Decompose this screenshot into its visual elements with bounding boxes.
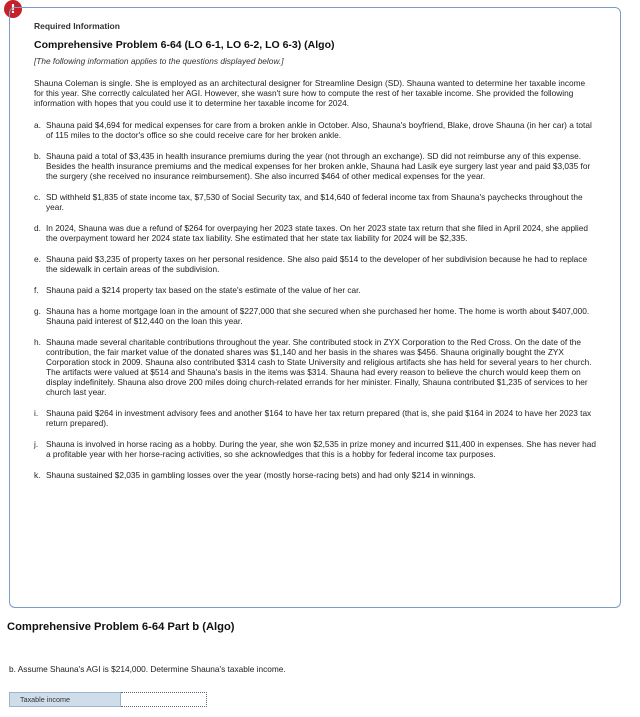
instructions-note: [The following information applies to the questions displayed below.] [34, 56, 284, 66]
fact-item-text: Shauna sustained $2,035 in gambling losses over the year (mostly horse-racing bets) and had only $214 in winnings. [46, 470, 476, 480]
fact-item-letter: j. [34, 439, 39, 449]
fact-item [34, 223, 596, 243]
fact-item-text: SD withheld $1,835 of state income tax, $7,530 of Social Security tax, and $14,640 of federal income tax from Shauna's paychecks throughout the year. [46, 192, 583, 212]
fact-item [34, 120, 596, 140]
part-heading: Comprehensive Problem 6-64 Part b (Algo) [7, 621, 235, 633]
taxable-income-label: Taxable income [9, 692, 121, 707]
question-text: b. Assume Shauna's AGI is $214,000. Determine Shauna's taxable income. [9, 664, 286, 674]
required-information-panel [9, 7, 621, 608]
fact-item [34, 254, 596, 274]
fact-item-text: Shauna is involved in horse racing as a hobby. During the year, she won $2,535 in prize money and incurred $11,400 in expenses. She has never had a profitable year with her horse-racing activities, so she acknowledges that this is a hobby for federal income tax purposes. [46, 439, 596, 459]
fact-item [34, 408, 596, 428]
fact-item-letter: g. [34, 306, 41, 316]
alert-icon: ! [4, 0, 22, 18]
fact-item [34, 337, 596, 397]
fact-item-letter: d. [34, 223, 41, 233]
fact-item-text: Shauna has a home mortgage loan in the amount of $227,000 that she secured when she purchased her home. The home is worth about $407,000. Shauna paid interest of $12,440 on the loan this year. [46, 306, 590, 326]
answer-row [9, 692, 207, 707]
fact-item-letter: a. [34, 120, 41, 130]
fact-item-letter: i. [34, 408, 39, 418]
fact-item-letter: k. [34, 470, 41, 480]
fact-item-letter: c. [34, 192, 41, 202]
fact-item-letter: e. [34, 254, 41, 264]
fact-item-text: Shauna made several charitable contributions throughout the year. She contributed stock in ZYX Corporation to the Red Cross. On the date of the contribution, the fair market value of the donated shares was $1,140 and her basis in the shares was $456. Shauna originally bought the ZYX Corporation stock in 2009. Shauna also contributed $314 cash to State University and religious artifacts she has held for several years to her church. The artifacts were valued at $514 and Shauna's basis in the items was $314. Shauna had every reason to believe the church would keep them on display indefinitely. Shauna also drove 200 miles doing church-related errands for her minister. Finally, Shauna contributed $1,235 of services to her church last year. [46, 337, 592, 397]
fact-item-text: Shauna paid $3,235 of property taxes on her personal residence. She also paid $514 to the developer of her subdivision because he had to replace the sidewalk in certain areas of the subdivision. [46, 254, 588, 274]
fact-item [34, 470, 596, 480]
fact-item-text: Shauna paid a total of $3,435 in health insurance premiums during the year (not through an exchange). SD did not reimburse any of this expense. Besides the health insurance premiums and the medical expenses for her broken ankle, Shauna had Lasik eye surgery last year and paid $3,035 for the surgery (she received no insurance reimbursement). She also incurred $464 of other medical expenses for the year. [46, 151, 591, 181]
fact-item-letter: h. [34, 337, 41, 347]
required-information-label: Required Information [34, 21, 120, 31]
fact-item-text: Shauna paid a $214 property tax based on the state's estimate of the value of her car. [46, 285, 361, 295]
problem-title: Comprehensive Problem 6-64 (LO 6-1, LO 6-2, LO 6-3) (Algo) [34, 39, 335, 51]
problem-intro: Shauna Coleman is single. She is employed as an architectural designer for Streamline Design (SD). Shauna wanted to determine her taxable income for this year. She correctly calculated her AGI. However, she wasn't sure how to compute the rest of her taxable income. She provided the following information with hopes that you could use it to determine her taxable income for 2024. [34, 78, 586, 108]
taxable-income-input[interactable] [121, 692, 207, 707]
fact-item [34, 192, 596, 212]
fact-item [34, 306, 596, 326]
fact-item-letter: b. [34, 151, 41, 161]
facts-list [34, 120, 596, 480]
fact-item-letter: f. [34, 285, 39, 295]
fact-item [34, 151, 596, 181]
fact-item-text: Shauna paid $4,694 for medical expenses for care from a broken ankle in October. Also, Shauna's boyfriend, Blake, drove Shauna (in her car) a total of 115 miles to the doctor's office so she could receive care for her broken ankle. [46, 120, 592, 140]
fact-item-text: In 2024, Shauna was due a refund of $264 for overpaying her 2023 state taxes. On her 2023 state tax return that she filed in April 2024, she applied the overpayment toward her 2024 state tax liability. She estimated that her state tax liability for 2024 will be $2,335. [46, 223, 588, 243]
fact-item [34, 439, 596, 459]
fact-item [34, 285, 596, 295]
fact-item-text: Shauna paid $264 in investment advisory fees and another $164 to have her tax return prepared (that is, she paid $164 in 2024 to have her 2023 tax return prepared). [46, 408, 592, 428]
